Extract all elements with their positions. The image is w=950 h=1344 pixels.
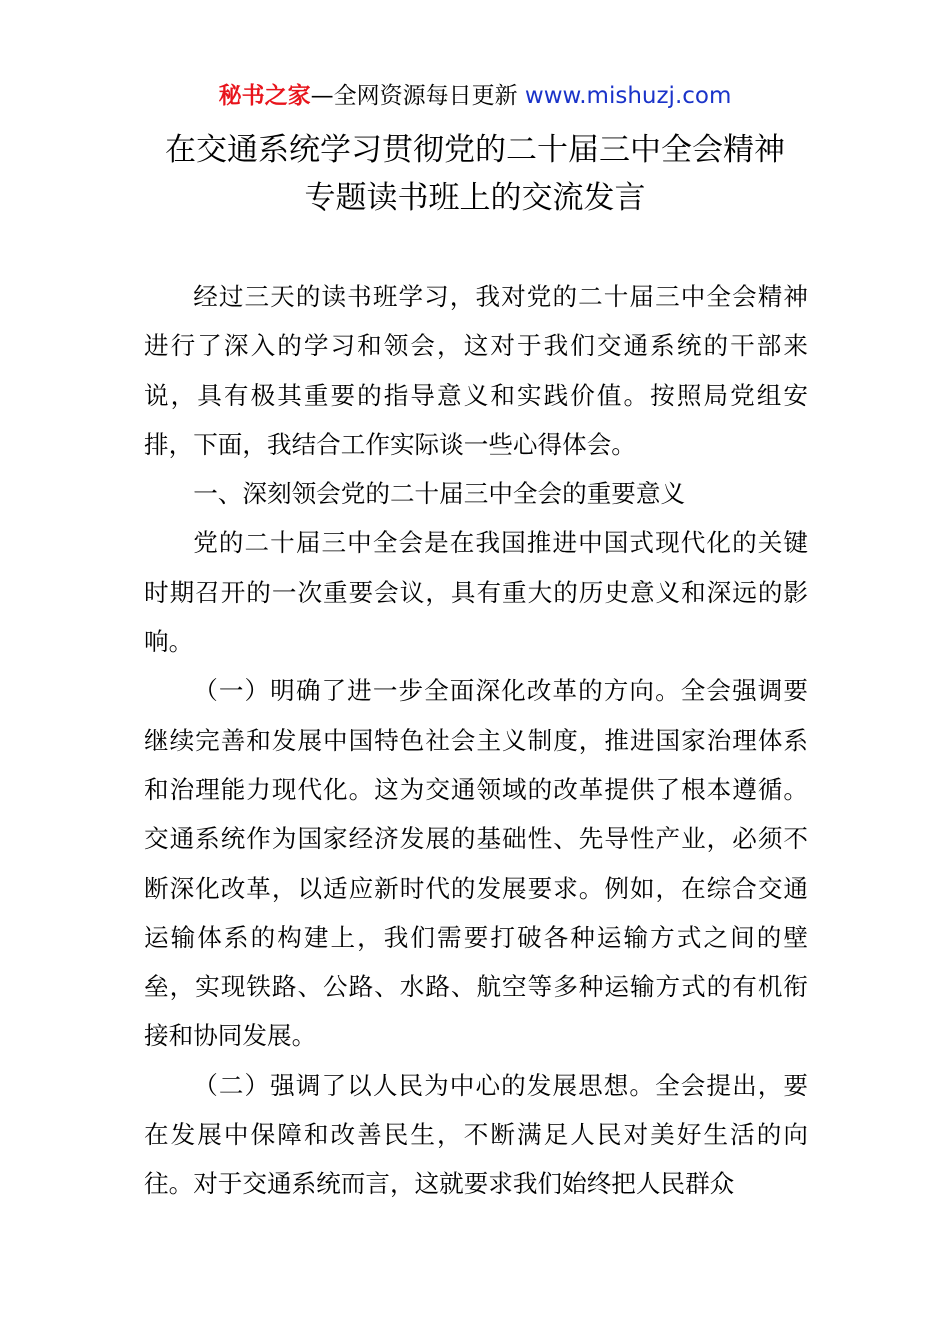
title-line-2: 专题读书班上的交流发言 (304, 180, 646, 216)
paragraph-intro: 经过三天的读书班学习，我对党的二十届三中全会精神进行了深入的学习和领会，这对于我们交通系统的干部来说，具有极其重要的指导意义和实践价值。按照局党组安排，下面，我结合工作实际谈一些心得体会。 (144, 282, 808, 459)
site-name: 秘书之家 (218, 83, 311, 109)
site-header (0, 80, 950, 112)
paragraph-point-1: （一）明确了进一步全面深化改革的方向。全会强调要继续完善和发展中国特色社会主义制度，推进国家治理体系和治理能力现代化。这为交通领域的改革提供了根本遵循。交通系统作为国家经济发展的基础性、先导性产业，必须不断深化改革，以适应新时代的发展要求。例如，在综合交通运输体系的构建上，我们需要打破各种运输方式之间的壁垒，实现铁路、公路、水路、航空等多种运输方式的有机衔接和协同发展。 (144, 676, 808, 1051)
title-line-1: 在交通系统学习贯彻党的二十届三中全会精神 (165, 132, 785, 168)
section-heading-1: 一、深刻领会党的二十届三中全会的重要意义 (193, 479, 686, 509)
document-title (0, 126, 950, 222)
paragraph-point-2: （二）强调了以人民为中心的发展思想。全会提出，要在发展中保障和改善民生，不断满足人民对美好生活的向往。对于交通系统而言，这就要求我们始终把人民群众 (144, 1070, 808, 1199)
document-body (144, 272, 808, 1209)
site-tagline: —全网资源每日更新 (310, 83, 525, 109)
paragraph-significance: 党的二十届三中全会是在我国推进中国式现代化的关键时期召开的一次重要会议，具有重大的历史意义和深远的影响。 (144, 528, 808, 657)
site-url[interactable]: www.mishuzj.com (524, 83, 732, 109)
